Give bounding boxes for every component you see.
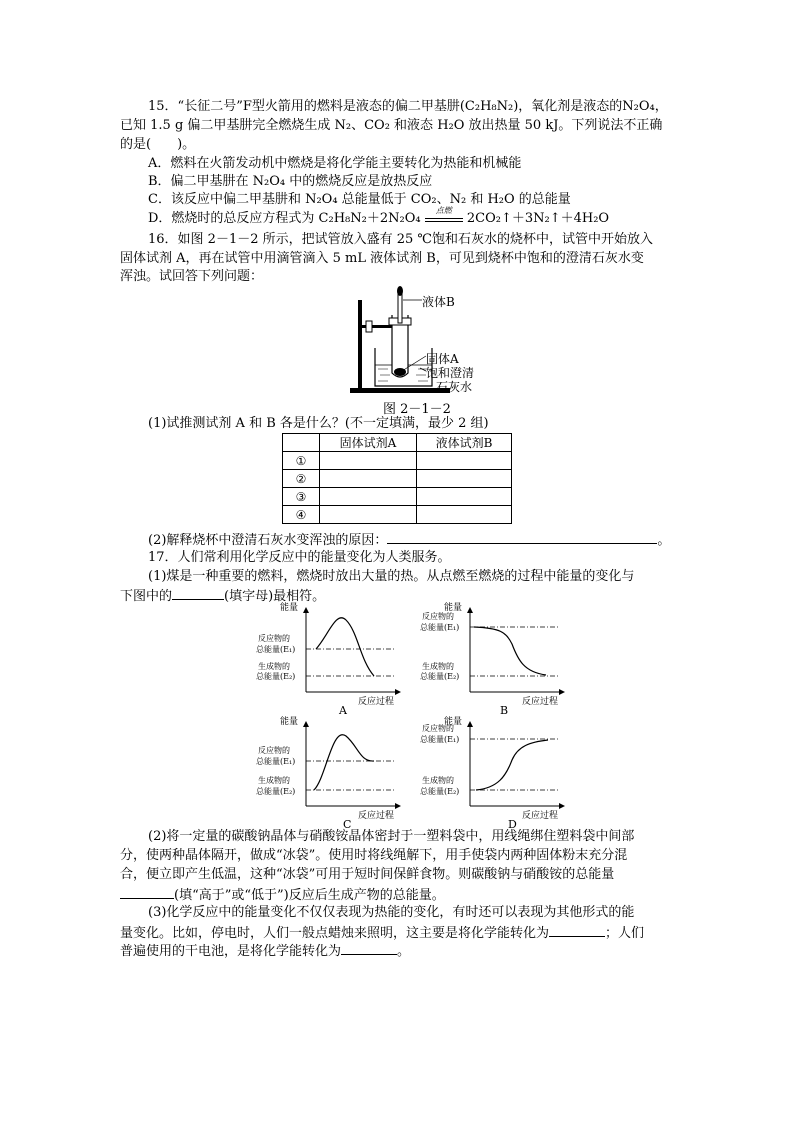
graph-y-label: 能量 (444, 717, 463, 727)
answer-cell[interactable] (417, 452, 512, 470)
graph-x-label: 反应过程 (522, 811, 559, 821)
graph-reactant-label: 总能量(E₁) (420, 735, 460, 744)
q16-line3: 浑浊。试回答下列问题： (120, 269, 264, 284)
q15-option-c: C．该反应中偏二甲基肼和 N₂O₄ 总能量低于 CO₂、N₂ 和 H₂O 的总能量 (148, 192, 571, 207)
period: 。 (657, 533, 671, 548)
q16-sub2-text: (2)解释烧杯中澄清石灰水变浑浊的原因： (148, 533, 388, 548)
answer-cell[interactable] (320, 470, 417, 488)
q16-line2: 固体试剂 A，再在试管中用滴管滴入 5 mL 液体试剂 B，可见到烧杯中饱和的澄清石灰水变 (120, 251, 644, 266)
graph-product-label: 总能量(E₂) (420, 787, 460, 796)
graph-c (306, 722, 400, 806)
answer-blank[interactable] (172, 586, 224, 600)
graph-name: C (343, 818, 352, 831)
answer-blank[interactable] (120, 885, 174, 899)
q16-line1: 16．如图 2－1－2 所示，把试管放入盛有 25 ℃饱和石灰水的烧杯中，试管中开始放入 (148, 232, 653, 247)
energy-curve (474, 627, 546, 675)
q17-sub2-line3: 合，便立即产生低温，这种“冰袋”可用于短时间保鲜食物。则碳酸钠与硝酸铵的总能量 (120, 867, 615, 882)
answer-blank[interactable] (341, 941, 397, 955)
stand-base (350, 388, 450, 393)
graph-product-label: 生成物的 (258, 662, 290, 671)
answer-cell[interactable] (417, 488, 512, 506)
graph-x-label: 反应过程 (358, 697, 395, 707)
graph-product-label: 生成物的 (258, 776, 290, 785)
q15-option-a: A．燃料在火箭发动机中燃烧是将化学能主要转化为热能和机械能 (148, 156, 522, 171)
q16-sub2 (148, 530, 670, 550)
graph-x-label: 反应过程 (358, 811, 395, 821)
energy-curve (316, 618, 374, 676)
q17-sub2-line1: (2)将一定量的碳酸钠晶体与硝酸铵晶体密封于一塑料袋中，用线绳绑住塑料袋中间部 (148, 829, 635, 844)
apparatus-figure (340, 285, 500, 400)
q17-sub3-mid: ；人们 (605, 926, 645, 941)
answer-cell[interactable] (320, 488, 417, 506)
table-header-row (283, 434, 512, 452)
graph-y-label: 能量 (444, 603, 463, 613)
dropper-bulb (397, 286, 403, 296)
graph-reactant-label: 总能量(E₁) (256, 645, 296, 654)
table-row (283, 488, 512, 506)
q15-line1: 15．“长征二号”F型火箭用的燃料是液态的偏二甲基肼(C₂H₈N₂)，氧化剂是液态的N₂O₄， (148, 99, 668, 114)
q17-line1: 17．人们常利用化学反应中的能量变化为人类服务。 (148, 550, 451, 565)
q15-option-d (148, 206, 610, 228)
q16-sub1: (1)试推测试剂 A 和 B 各是什么？(不一定填满，最少 2 组) (148, 416, 489, 431)
graph-product-label: 生成物的 (422, 662, 454, 671)
q17-sub3-line3 (120, 941, 410, 961)
graph-reactant-label: 反应物的 (258, 634, 290, 643)
reaction-arrow (425, 206, 463, 222)
table-row (283, 452, 512, 470)
graph-d (470, 722, 564, 806)
row-number: ② (283, 470, 320, 488)
table-header-cell: 液体试剂B (417, 434, 512, 452)
fig-caption: 图 2－1－2 (383, 402, 451, 417)
q17-sub3-pre: 量变化。比如，停电时，人们一般点蜡烛来照明，这主要是将化学能转化为 (120, 926, 550, 941)
q17-sub1-line1: (1)煤是一种重要的燃料，燃烧时放出大量的热。从点燃至燃烧的过程中能量的变化与 (148, 569, 635, 584)
stand-rod (358, 300, 362, 390)
table-row (283, 506, 512, 524)
q17-sub1-post: (填字母)最相符。 (224, 589, 326, 604)
energy-curve (314, 735, 374, 790)
graph-reactant-label: 反应物的 (422, 612, 454, 621)
table-row (283, 470, 512, 488)
graph-a (306, 608, 400, 692)
fig-label-water-1: 饱和澄清 (426, 366, 475, 380)
graph-reactant-label: 反应物的 (422, 724, 454, 733)
row-number: ① (283, 452, 320, 470)
answer-cell[interactable] (320, 506, 417, 524)
answer-cell[interactable] (417, 506, 512, 524)
answer-blank[interactable] (549, 923, 605, 937)
fig-label-liquid-b: 液体B (422, 295, 455, 309)
solid-a (394, 368, 406, 376)
graph-product-label: 总能量(E₂) (420, 672, 460, 681)
graph-product-label: 总能量(E₂) (256, 672, 296, 681)
row-number: ③ (283, 488, 320, 506)
row-number: ④ (283, 506, 320, 524)
period: 。 (397, 944, 411, 959)
energy-graphs (250, 600, 580, 840)
answer-cell[interactable] (320, 452, 417, 470)
answer-cell[interactable] (417, 470, 512, 488)
fig-label-solid-a: 固体A (426, 352, 459, 366)
q15-line3: 的是( )。 (120, 137, 196, 152)
graph-y-label: 能量 (280, 717, 299, 727)
graph-name: D (508, 818, 517, 831)
reaction-condition: 点燃 (435, 206, 452, 215)
q15-option-d-rhs: 2CO₂↑＋3N₂↑＋4H₂O (466, 211, 610, 226)
graph-reactant-label: 总能量(E₁) (420, 623, 460, 632)
q17-sub2-post: (填“高于”或“低于”)反应后生成产物的总能量。 (174, 888, 445, 903)
answer-table (282, 433, 512, 524)
clamp-knob (366, 321, 372, 332)
table-header-cell (283, 434, 320, 452)
q17-sub3-line1: (3)化学反应中的能量变化不仅仅表现为热能的变化，有时还可以表现为其他形式的能 (148, 905, 635, 920)
fig-label-water-2: 石灰水 (436, 380, 473, 394)
graph-name: B (500, 704, 509, 717)
q17-sub2-line2: 分，使两种晶体隔开，做成“冰袋”。使用时将线绳解下，用手使袋内两种固体粉末充分混 (120, 848, 628, 863)
q17-sub2-line4 (120, 885, 445, 905)
graph-product-label: 生成物的 (422, 776, 454, 785)
q17-sub3-line2 (120, 923, 644, 943)
graph-x-label: 反应过程 (522, 697, 559, 707)
dropper (398, 293, 402, 323)
graph-y-label: 能量 (280, 603, 299, 613)
graph-reactant-label: 总能量(E₁) (256, 757, 296, 766)
q15-option-b: B．偏二甲基肼在 N₂O₄ 中的燃烧反应是放热反应 (148, 174, 433, 189)
graph-reactant-label: 反应物的 (258, 746, 290, 755)
q15-line2: 已知 1.5 g 偏二甲基肼完全燃烧生成 N₂、CO₂ 和液态 H₂O 放出热量 50 kJ。下列说法不正确 (120, 118, 663, 133)
q15-option-d-lhs: D．燃烧时的总反应方程式为 C₂H₈N₂＋2N₂O₄ (148, 211, 421, 226)
graph-name: A (339, 704, 347, 717)
q17-sub1-pre: 下图中的 (120, 589, 173, 604)
table-header-cell: 固体试剂A (320, 434, 417, 452)
energy-curve (476, 740, 548, 790)
answer-blank[interactable] (387, 530, 657, 544)
graph-product-label: 总能量(E₂) (256, 787, 296, 796)
q17-sub3-l3-pre: 普遍使用的干电池，是将化学能转化为 (120, 944, 342, 959)
graph-b (470, 608, 564, 692)
